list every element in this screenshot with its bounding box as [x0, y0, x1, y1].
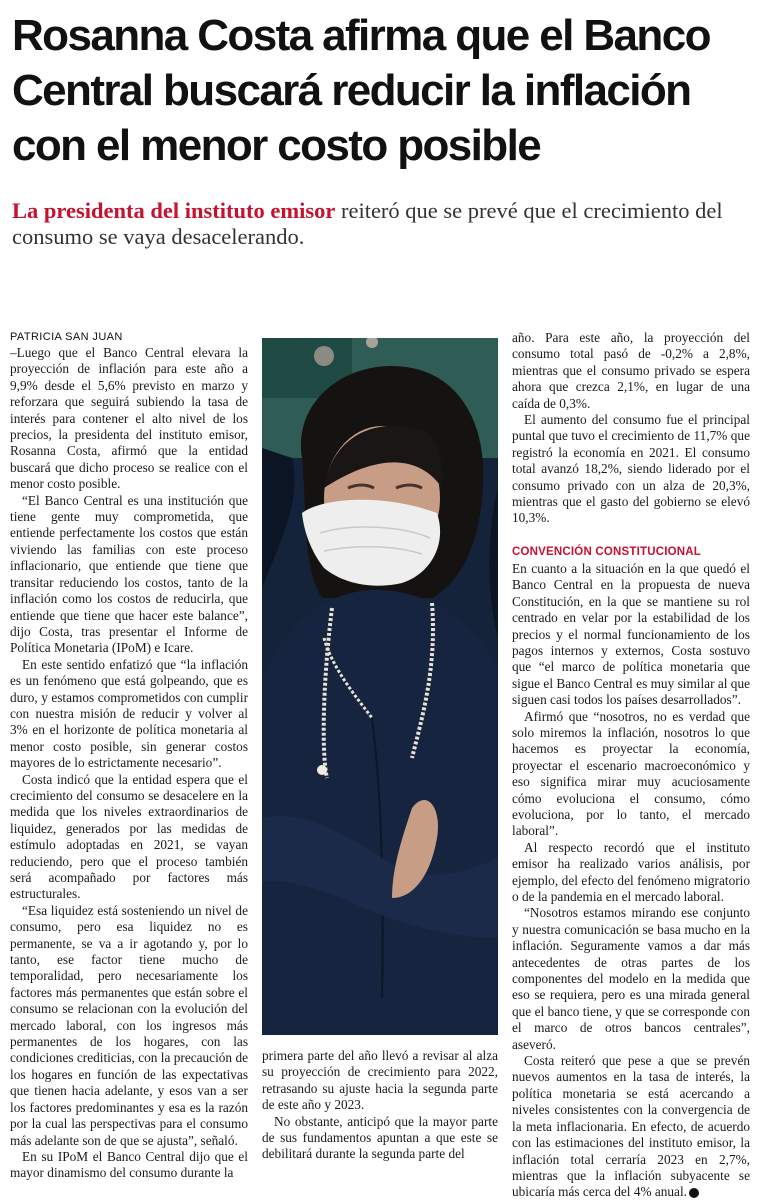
photo-illustration	[262, 338, 498, 1035]
paragraph: “El Banco Central es una institución que tiene gente muy comprometida, que entiende perfectamente los costos que están viviendo las familias con este proceso inflacionario, que entiende que tiene que transitar reduciendo los costos, tanto de la inflación como los costos de reducirla, que entiende que tiene que hacer este balance”, dijo Costa, tras presentar el Informe de Política Monetaria (IPoM) e Icare.	[10, 492, 248, 656]
paragraph: “Nosotros estamos mirando ese conjunto y nuestra comunicación se basa mucho en la inflación. Seguramente vamos a dar más antecedentes de otras partes de los componentes del modelo en la medida que eso se requiera, pero es una mirada general que el banco tiene, y que se corresponde con el marco de otros bancos centrales”, aseveró.	[512, 905, 750, 1052]
end-mark-icon: P	[689, 1188, 699, 1198]
deck-rest: reiteró que se prevé que el crecimiento del consumo se vaya desacelerando.	[12, 198, 723, 249]
paragraph: año. Para este año, la proyección del consumo total pasó de -0,2% a 2,8%, mientras que el consumo privado se espera ahora que crezca 2,1%, en lugar de una caída de 0,3%.	[512, 330, 750, 411]
deck	[12, 198, 752, 250]
column-2	[262, 1048, 498, 1163]
paragraph: No obstante, anticipó que la mayor parte de sus fundamentos apuntan a que este se debilitará durante la segunda parte del	[262, 1113, 498, 1162]
paragraph-text: Costa reiteró que pese a que se prevén nuevos aumentos en la tasa de interés, la política monetaria se está acercando a niveles consistentes con la convergencia de la meta inflacionaria. En efecto, de acuerdo con las estimaciones del instituto emisor, la inflación total cerraría 2023 en 2,7%, mientras que la inflación subyacente se ubicaría más cerca del 4% anual.	[512, 1053, 750, 1200]
paragraph: “Esa liquidez está sosteniendo un nivel de consumo, pero esa liquidez no es permanente, se va a ir agotando y, por lo tanto, ese factor tiene mucho de temporalidad, pero necesariamente los factores más permanentes que están sobre el consumo se relacionan con la evolución del mercado laboral, con los ingresos más permanentes de los hogares, con las condiciones crediticias, con la precaución de los hogares en función de las expectativas que tienen hacia adelante, y esos van a ser los factores predominantes y esa es la razón por la cual las perspectivas para el consumo más adelante son de que se ajusta”, señaló.	[10, 902, 248, 1148]
column-1	[10, 330, 248, 1182]
paragraph: El aumento del consumo fue el principal puntal que tuvo el crecimiento de 11,7% que registró la economía en 2021. El consumo total avanzó 18,2%, siendo liderado por el consumo privado con un alza de 20,3%, mientras que el gasto del gobierno se elevó 10,3%.	[512, 412, 750, 526]
column-3	[512, 330, 750, 1201]
headline: Rosanna Costa afirma que el Banco Central buscará reducir la inflación con el menor costo posible	[12, 11, 710, 170]
paragraph: En su IPoM el Banco Central dijo que el mayor dinamismo del consumo durante la	[10, 1148, 248, 1181]
paragraph: primera parte del año llevó a revisar al alza su proyección de crecimiento para 2022, retrasando su ajuste hacia la segunda parte de este año y 2023.	[262, 1048, 498, 1113]
paragraph: Afirmó que “nosotros, no es verdad que solo miremos la inflación, nosotros lo que hacemos es proyectar la economía, proyectar el escenario macroeconómico y eso significa mirar muy acuciosamente cómo evoluciona el consumo, cómo evoluciona, por lo tanto, el mercado laboral”.	[512, 708, 750, 839]
paragraph: En este sentido enfatizó que “la inflación es un fenómeno que está golpeando, que es duro, y estamos comprometidos con cumplir con nuestra misión de reducir y volver al 3% en el horizonte de política monetaria al menor costo posible, sin generar costos mayores de lo estrictamente necesario”.	[10, 656, 248, 771]
paragraph: –Luego que el Banco Central elevara la proyección de inflación para este año a 9,9% desde el 5,6% previsto en marzo y reforzara que seguirá subiendo la tasa de interés para contener el alto nivel de los precios, la presidenta del instituto emisor, Rosanna Costa, afirmó que la entidad buscará que dicho proceso se realice con el menor costo posible.	[10, 345, 248, 492]
deck-lead: La presidenta del instituto emisor	[12, 198, 336, 223]
paragraph: Al respecto recordó que el instituto emisor ha realizado varios análisis, por ejemplo, del efecto del fenómeno migratorio o de la pandemia en el mercado laboral.	[512, 839, 750, 904]
article-photo	[262, 338, 498, 1035]
paragraph-last	[512, 1053, 750, 1201]
paragraph: Costa indicó que la entidad espera que el crecimiento del consumo se desacelere en la medida que los niveles extraordinarios de liquidez, generados por las medidas de estímulo adoptadas en 2021, se vayan reduciendo, pero que el proceso también será acompañado por factores más estructurales.	[10, 771, 248, 902]
byline: PATRICIA SAN JUAN	[10, 331, 123, 343]
paragraph: En cuanto a la situación en la que quedó el Banco Central en la propuesta de nueva Constitución, en la que se mantiene su rol centrado en velar por la estabilidad de los precios y el normal funcionamiento de los pagos internos y externos, Costa sostuvo que “el marco de política monetaria que sigue el Banco Central es muy similar al que siguen casi todos los países desarrollados”.	[512, 560, 750, 708]
section-heading: CONVENCIÓN CONSTITUCIONAL	[512, 545, 701, 558]
